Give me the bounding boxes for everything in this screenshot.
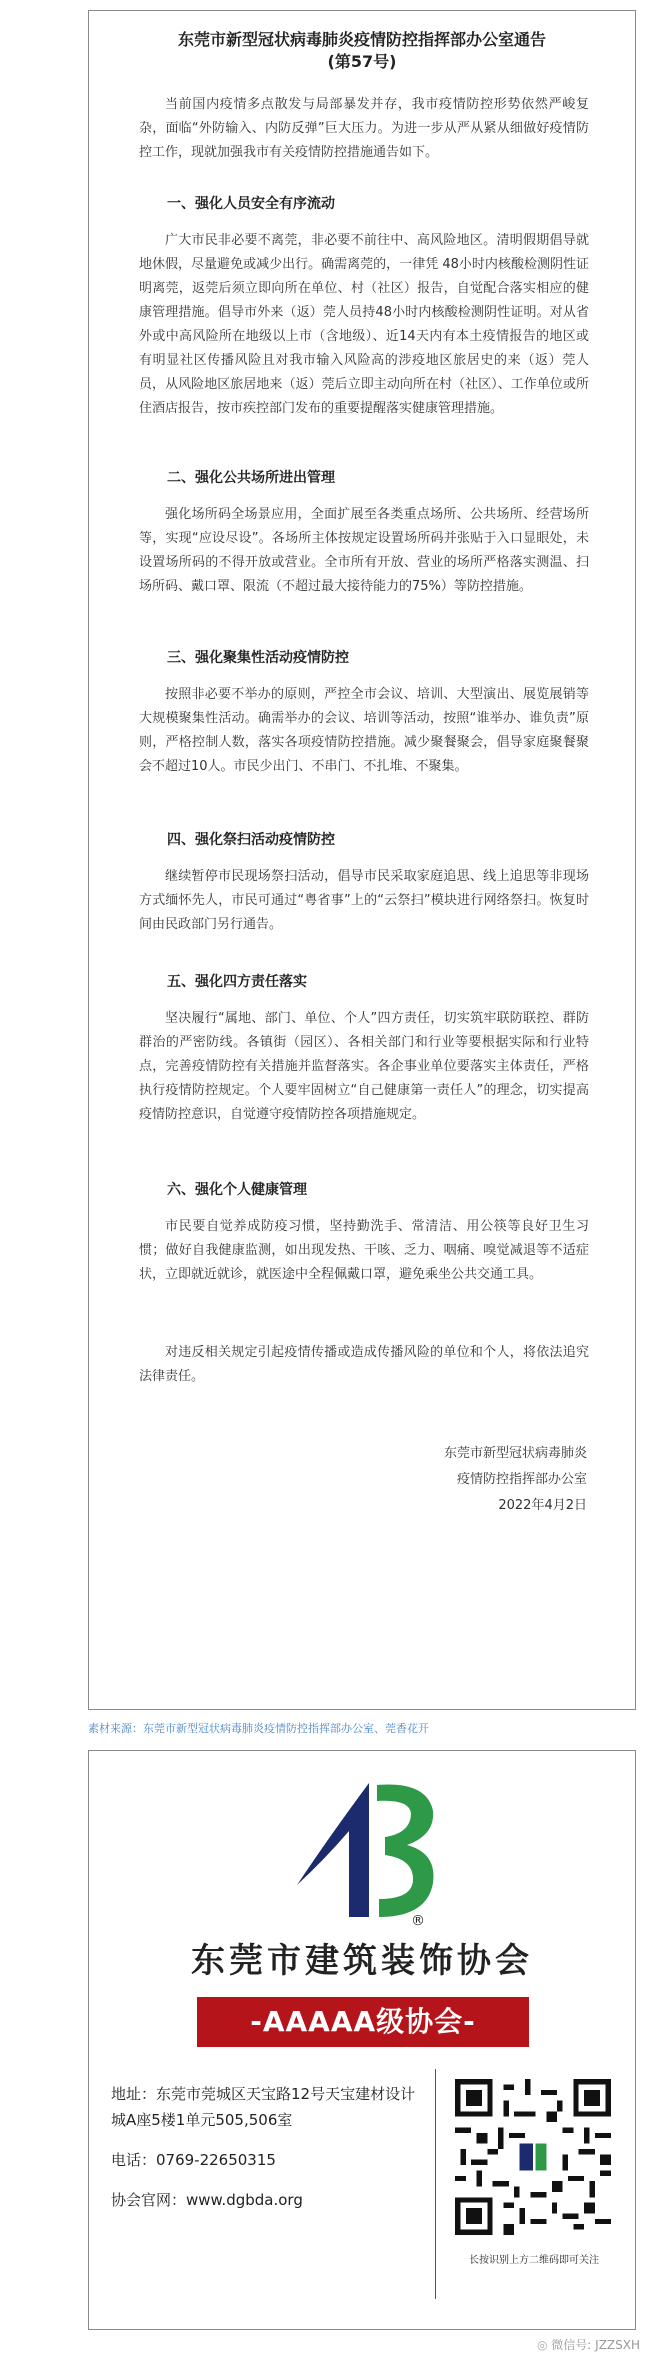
qr-caption: 长按识别上方二维码即可关注 (469, 2255, 599, 2266)
qr-code[interactable] (455, 2079, 611, 2235)
wechat-icon: ◎ (536, 2338, 548, 2352)
vertical-divider (435, 2069, 436, 2299)
notice-title: 东莞市新型冠状病毒肺炎疫情防控指挥部办公室通告 (177, 30, 546, 49)
association-name: 东莞市建筑装饰协会 (191, 1941, 533, 1981)
association-logo (277, 1767, 447, 1927)
section-body-1: 广大市民非必要不离莞，非必要不前往中、高风险地区。清明假期倡导就地休假，尽量避免或减少出行。确需离莞的，一律凭 48小时内核酸检测阴性证明离莞，返莞后须立即向所在单位、村（社区）报告，自觉配合落实相应的健康管理措施。倡导市外来（返）莞人员持48小时内核酸检测阴性证明。对从省外或中高风险所在地级以上市（含地级）、近14天内有本土疫情报告的地区或有明显社区传播风险且对我市输入风险高的涉疫地区旅居史的来（返）莞人员，从风险地区旅居地来（返）莞后立即主动向所在村（社区）、工作单位或所住酒店报告，按市疾控部门发布的重要提醒落实健康管理措施。 (139, 233, 589, 416)
source-credit: 素材来源：东莞市新型冠状病毒肺炎疫情防控指挥部办公室、莞香花开 (88, 1722, 429, 1735)
notice-date: 2022年4月2日 (498, 1498, 587, 1513)
section-heading-2: 二、强化公共场所进出管理 (167, 470, 335, 486)
section-heading-3: 三、强化聚集性活动疫情防控 (167, 650, 349, 666)
notice-document (88, 10, 636, 1710)
contact-info (111, 2081, 421, 2227)
notice-closing: 对违反相关规定引起疫情传播或造成传播风险的单位和个人，将依法追究法律责任。 (139, 1345, 589, 1384)
section-body-3: 按照非必要不举办的原则，严控全市会议、培训、大型演出、展览展销等大规模聚集性活动。确需举办的会议、培训等活动，按照“谁举办、谁负责”原则，严格控制人数，落实各项疫情防控措施。减少聚餐聚会，倡导家庭聚餐聚会不超过10人。市民少出门、不串门、不扎堆、不聚集。 (139, 687, 589, 774)
section-body-6: 市民要自觉养成防疫习惯，坚持勤洗手、常清洁、用公筷等良好卫生习惯；做好自我健康监测，如出现发热、干咳、乏力、咽痛、嗅觉减退等不适症状，立即就近就诊，就医途中全程佩戴口罩，避免乘坐公共交通工具。 (139, 1219, 589, 1282)
wechat-id: 微信号: JZZSXH (551, 2338, 640, 2352)
section-heading-6: 六、强化个人健康管理 (167, 1182, 307, 1198)
signature-line-1: 东莞市新型冠状病毒肺炎 (443, 1446, 587, 1461)
signature-line-2: 疫情防控指挥部办公室 (456, 1472, 587, 1487)
phone-text: 电话：0769-22650315 (111, 2151, 276, 2169)
association-card (88, 1750, 636, 2330)
section-body-2: 强化场所码全场景应用，全面扩展至各类重点场所、公共场所、经营场所等，实现“应设尽设”。各场所主体按规定设置场所码并张贴于入口显眼处，未设置场所码的不得开放或营业。全市所有开放、营业的场所严格落实测温、扫场所码、戴口罩、限流（不超过最大接待能力的75%）等防控措施。 (139, 507, 589, 594)
notice-intro: 当前国内疫情多点散发与局部暴发并存，我市疫情防控形势依然严峻复杂，面临“外防输入、内防反弹”巨大压力。为进一步从严从紧从细做好疫情防控工作，现就加强我市有关疫情防控措施通告如下。 (139, 97, 589, 160)
section-heading-4: 四、强化祭扫活动疫情防控 (167, 832, 335, 848)
rating-banner: -AAAAA级协会- (197, 1997, 529, 2047)
website-link[interactable]: 协会官网：www.dgbda.org (111, 2191, 303, 2209)
section-heading-5: 五、强化四方责任落实 (167, 974, 307, 990)
wechat-footer (537, 2336, 640, 2353)
notice-number: (第57号) (327, 52, 397, 71)
address-text: 地址：东莞市莞城区天宝路12号天宝建材设计城A座5楼1单元505,506室 (111, 2085, 416, 2129)
section-body-4: 继续暂停市民现场祭扫活动，倡导市民采取家庭追思、线上追思等非现场方式缅怀先人，市民可通过“粤省事”上的“云祭扫”模块进行网络祭扫。恢复时间由民政部门另行通告。 (139, 869, 589, 932)
registered-mark: ® (411, 1913, 425, 1927)
section-heading-1: 一、强化人员安全有序流动 (167, 196, 335, 212)
section-body-5: 坚决履行“属地、部门、单位、个人”四方责任，切实筑牢联防联控、群防群治的严密防线。各镇街（园区）、各相关部门和行业等要根据实际和行业特点，完善疫情防控有关措施并监督落实。各企事业单位要落实主体责任，严格执行疫情防控规定。个人要牢固树立“自己健康第一责任人”的理念，切实提高疫情防控意识，自觉遵守疫情防控各项措施规定。 (139, 1011, 589, 1122)
